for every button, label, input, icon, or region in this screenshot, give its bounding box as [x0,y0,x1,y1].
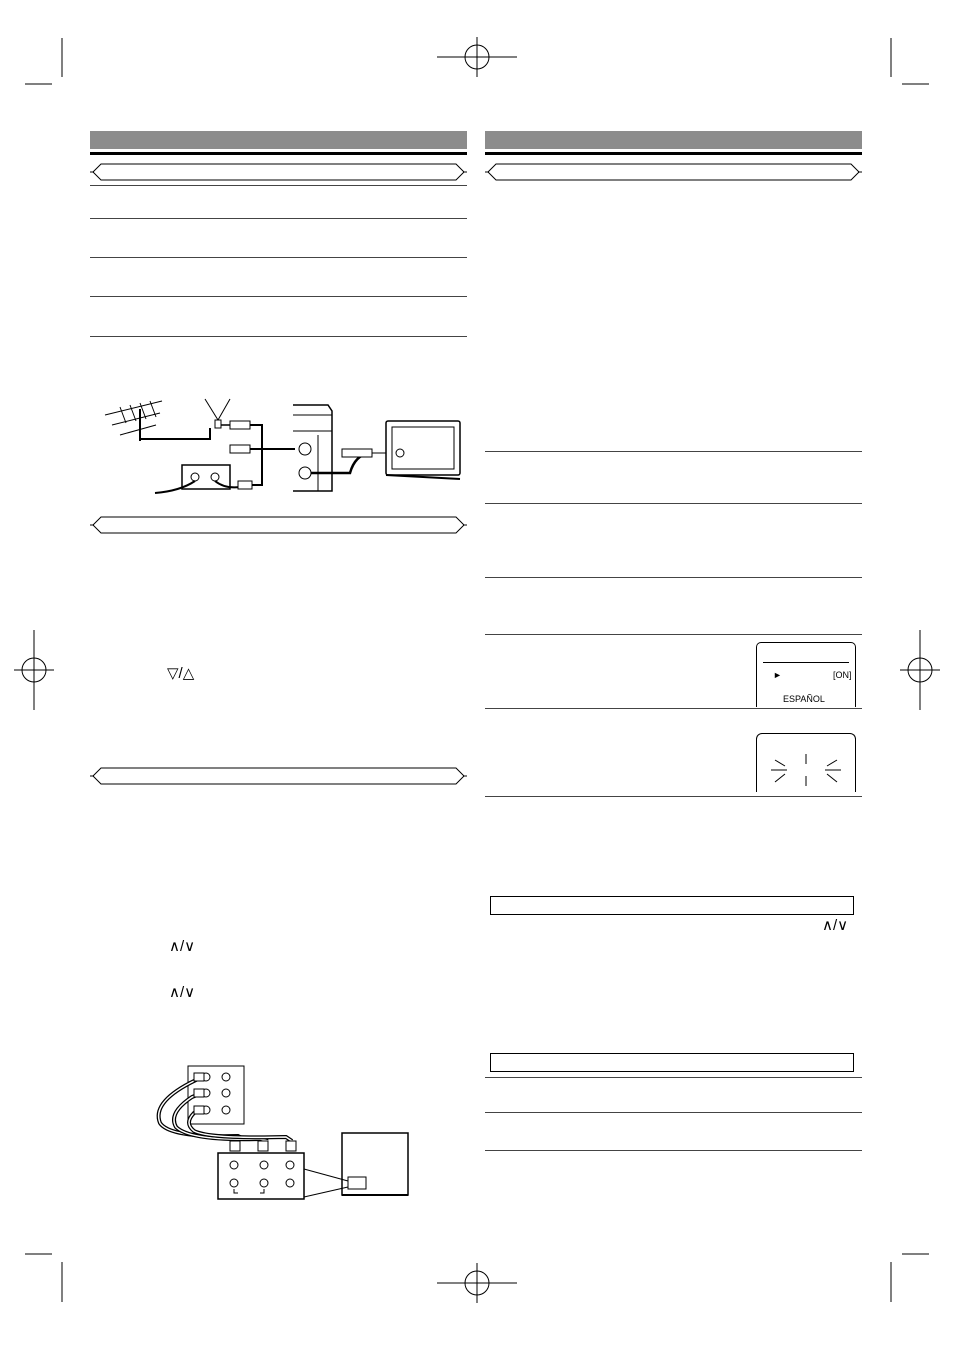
registration-mark-left [14,630,54,710]
cable-box-icon [155,465,252,493]
section-banner-4 [485,161,862,183]
chevron-up-down-symbol: ∧/∨ [169,984,196,1001]
tri-down-up-symbol: ▽/△ [167,665,195,682]
divider [90,185,467,186]
note-box-1 [490,896,854,915]
device-rear-panel [293,405,332,491]
registration-mark-top [437,37,517,77]
blink-indicator-icon [757,734,855,792]
osd-screen-blinking [756,733,856,792]
divider [90,257,467,258]
divider [90,218,467,219]
section-banner-2 [90,514,467,536]
chevron-up-down-symbol: ∧/∨ [822,917,849,934]
tv-icon [304,1133,408,1197]
divider [485,577,862,578]
osd-screen-language [756,642,856,707]
right-header-rule [485,152,862,155]
indoor-antenna-icon [205,399,230,428]
divider [485,708,862,709]
divider [485,796,862,797]
right-header-bar [485,131,862,149]
antenna-connection-diagram [90,395,470,505]
divider [485,1112,862,1113]
av-connection-diagram [150,1063,420,1208]
section-banner-3 [90,765,467,787]
tv-icon [386,421,460,479]
divider [485,1150,862,1151]
divider [485,503,862,504]
section-banner-1 [90,161,467,183]
divider [90,296,467,297]
registration-mark-bottom [437,1263,517,1303]
left-header-bar [90,131,467,149]
divider [485,634,862,635]
tv-jack-panel [218,1153,304,1199]
divider [485,451,862,452]
chevron-up-down-symbol: ∧/∨ [169,938,196,955]
osd-value: [ON] [833,670,852,680]
note-box-2 [490,1053,854,1072]
left-header-rule [90,152,467,155]
divider [90,336,467,337]
registration-mark-right [900,630,940,710]
divider [485,1077,862,1078]
osd-cursor: ► [773,670,782,680]
osd-language: ESPAÑOL [783,694,825,704]
osd-divider [763,662,849,663]
antenna-icon [105,401,162,441]
